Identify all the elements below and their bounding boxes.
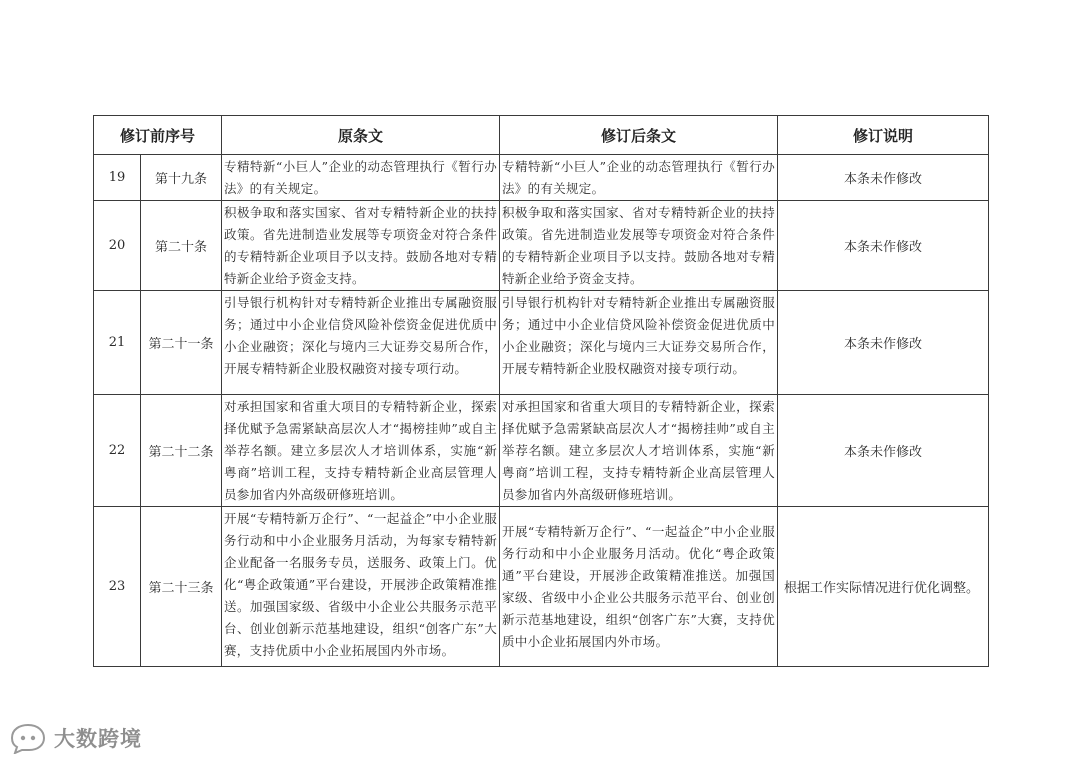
watermark [6,722,142,754]
article-number: 第二十条 [141,201,222,291]
header-original-number: 修订前序号 [94,116,222,155]
speech-bubble-logo-icon [6,722,50,754]
table-row [94,395,989,507]
table-row [94,507,989,667]
revision-note: 本条未作修改 [778,395,989,507]
table-header-row [94,116,989,155]
revision-table-container [93,115,989,667]
article-number: 第十九条 [141,155,222,201]
revision-table [93,115,989,667]
table-row [94,155,989,201]
table-row [94,291,989,395]
header-original-text: 原条文 [222,116,500,155]
article-number: 第二十三条 [141,507,222,667]
revision-note: 本条未作修改 [778,291,989,395]
original-text: 引导银行机构针对专精特新企业推出专属融资服务；通过中小企业信贷风险补偿资金促进优质中小企业融资；深化与境内三大证券交易所合作，开展专精特新企业股权融资对接专项行动。 [222,291,500,395]
original-text: 积极争取和落实国家、省对专精特新企业的扶持政策。省先进制造业发展等专项资金对符合条件的专精特新企业项目予以支持。鼓励各地对专精特新企业给予资金支持。 [222,201,500,291]
row-number: 20 [94,201,141,291]
row-number: 23 [94,507,141,667]
revised-text: 引导银行机构针对专精特新企业推出专属融资服务；通过中小企业信贷风险补偿资金促进优质中小企业融资；深化与境内三大证券交易所合作，开展专精特新企业股权融资对接专项行动。 [500,291,778,395]
header-revision-note: 修订说明 [778,116,989,155]
article-number: 第二十二条 [141,395,222,507]
header-revised-text: 修订后条文 [500,116,778,155]
revision-note: 根据工作实际情况进行优化调整。 [778,507,989,667]
watermark-text: 大数跨境 [54,727,142,751]
revised-text: 开展“专精特新万企行”、“一起益企”中小企业服务行动和中小企业服务月活动。优化“粤企政策通”平台建设，开展涉企政策精准推送。加强国家级、省级中小企业公共服务示范平台、创业创新示范基地建设，组织“创客广东”大赛，支持优质中小企业拓展国内外市场。 [500,507,778,667]
table-row [94,201,989,291]
original-text: 专精特新“小巨人”企业的动态管理执行《暂行办法》的有关规定。 [222,155,500,201]
row-number: 19 [94,155,141,201]
revision-note: 本条未作修改 [778,201,989,291]
row-number: 22 [94,395,141,507]
revised-text: 对承担国家和省重大项目的专精特新企业，探索择优赋予急需紧缺高层次人才“揭榜挂帅”或自主举荐名额。建立多层次人才培训体系，实施“新粤商”培训工程，支持专精特新企业高层管理人员参加省内外高级研修班培训。 [500,395,778,507]
original-text: 开展“专精特新万企行”、“一起益企”中小企业服务行动和中小企业服务月活动，为每家专精特新企业配备一名服务专员，送服务、政策上门。优化“粤企政策通”平台建设，开展涉企政策精准推送。加强国家级、省级中小企业公共服务示范平台、创业创新示范基地建设，组织“创客广东”大赛，支持优质中小企业拓展国内外市场。 [222,507,500,667]
revision-note: 本条未作修改 [778,155,989,201]
revised-text: 积极争取和落实国家、省对专精特新企业的扶持政策。省先进制造业发展等专项资金对符合条件的专精特新企业项目予以支持。鼓励各地对专精特新企业给予资金支持。 [500,201,778,291]
row-number: 21 [94,291,141,395]
revised-text: 专精特新“小巨人”企业的动态管理执行《暂行办法》的有关规定。 [500,155,778,201]
article-number: 第二十一条 [141,291,222,395]
original-text: 对承担国家和省重大项目的专精特新企业，探索择优赋予急需紧缺高层次人才“揭榜挂帅”或自主举荐名额。建立多层次人才培训体系，实施“新粤商”培训工程，支持专精特新企业高层管理人员参加省内外高级研修班培训。 [222,395,500,507]
